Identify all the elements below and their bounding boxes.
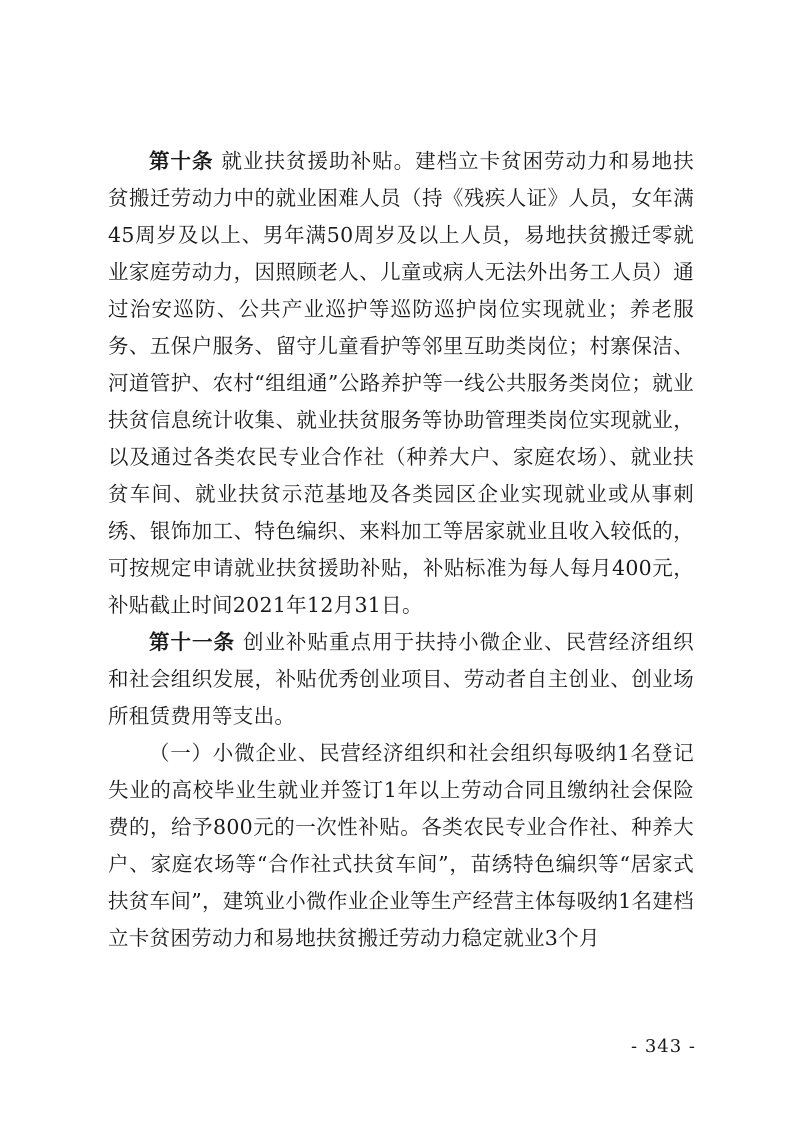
article-10	[108, 143, 694, 624]
document-body	[108, 143, 694, 957]
article-11	[108, 624, 694, 735]
page-number: - 343 -	[631, 1036, 696, 1057]
article-10-heading: 第十条	[149, 149, 214, 173]
article-11-item-1-text: （一）小微企业、民营经济组织和社会组织每吸纳1名登记失业的高校毕业生就业并签订1年以上劳动合同且缴纳社会保险费的，给予800元的一次性补贴。各类农民专业合作社、种养大户、家庭农场等“合作社式扶贫车间”，苗绣特色编织等“居家式扶贫车间”，建筑业小微作业企业等生产经营主体每吸纳1名建档立卡贫困劳动力和易地扶贫搬迁劳动力稳定就业3个月	[108, 741, 694, 950]
article-10-text: 就业扶贫援助补贴。建档立卡贫困劳动力和易地扶贫搬迁劳动力中的就业困难人员（持《残疾人证》人员，女年满45周岁及以上、男年满50周岁及以上人员，易地扶贫搬迁零就业家庭劳动力，因照顾老人、儿童或病人无法外出务工人员）通过治安巡防、公共产业巡护等巡防巡护岗位实现就业；养老服务、五保户服务、留守儿童看护等邻里互助类岗位；村寨保洁、河道管护、农村“组组通”公路养护等一线公共服务类岗位；就业扶贫信息统计收集、就业扶贫服务等协助管理类岗位实现就业，以及通过各类农民专业合作社（种养大户、家庭农场）、就业扶贫车间、就业扶贫示范基地及各类园区企业实现就业或从事刺绣、银饰加工、特色编织、来料加工等居家就业且收入较低的，可按规定申请就业扶贫援助补贴，补贴标准为每人每月400元，补贴截止时间2021年12月31日。	[108, 149, 694, 617]
article-11-text: 创业补贴重点用于扶持小微企业、民营经济组织和社会组织发展，补贴优秀创业项目、劳动者自主创业、创业场所租赁费用等支出。	[108, 630, 694, 728]
article-11-heading: 第十一条	[149, 630, 236, 654]
article-11-item-1	[108, 735, 694, 957]
